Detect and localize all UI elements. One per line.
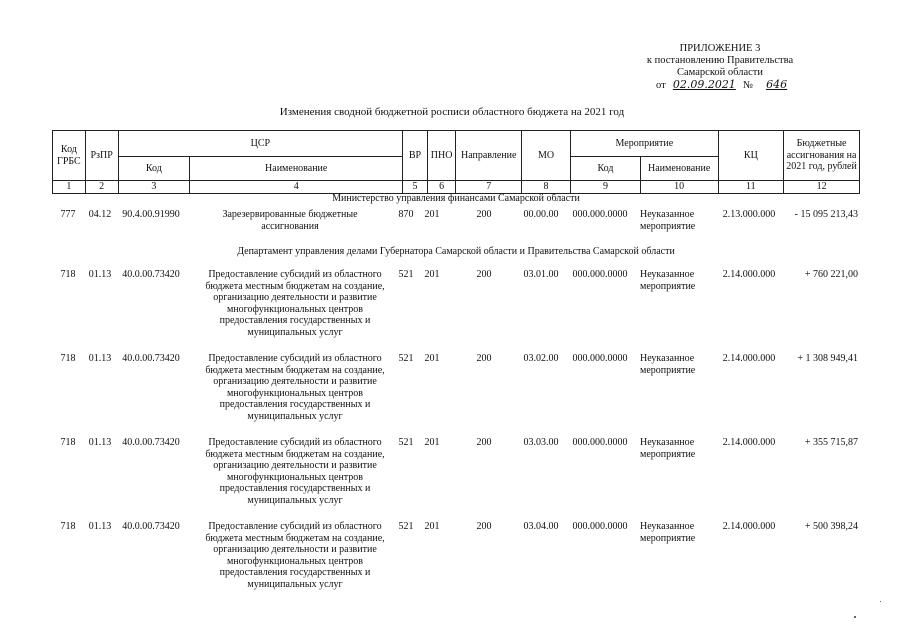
col-number: 9 bbox=[571, 181, 641, 194]
annex-date-line bbox=[656, 79, 820, 92]
section-governor bbox=[52, 246, 860, 258]
cell-kc: 2.13.000.000 bbox=[722, 209, 776, 220]
cell-csr-name: Предоставление субсидий из областного бюджета местным бюджетам на создание, организацию деятельности и развитие многофункциональных центров предоставления государственных и муниципальных услуг bbox=[205, 521, 385, 590]
cell-event-name: Неуказанное мероприятие bbox=[640, 269, 696, 292]
cell-event-name: Неуказанное мероприятие bbox=[640, 437, 696, 460]
table-row bbox=[52, 521, 860, 601]
header-csr: ЦСР bbox=[118, 131, 403, 157]
header-direction: Направление bbox=[456, 131, 522, 181]
header-grbs: Код ГРБС bbox=[53, 131, 86, 181]
cell-rzpr: 01.13 bbox=[88, 353, 112, 364]
date-prefix: от bbox=[656, 80, 666, 91]
cell-pno: 201 bbox=[424, 269, 440, 280]
cell-mo: 03.03.00 bbox=[523, 437, 559, 448]
cell-pno: 201 bbox=[424, 353, 440, 364]
scan-speck bbox=[854, 616, 856, 618]
section-title: Департамент управления делами Губернатора Самарской области и Правительства Самарской области bbox=[237, 246, 675, 257]
cell-pno: 201 bbox=[424, 521, 440, 532]
cell-grbs: 718 bbox=[60, 269, 76, 280]
header-event-name: Наименование bbox=[640, 157, 718, 181]
cell-direction: 200 bbox=[476, 209, 492, 220]
cell-amount: + 760 221,00 bbox=[804, 269, 858, 280]
cell-kc: 2.14.000.000 bbox=[722, 521, 776, 532]
header-event: Мероприятие bbox=[571, 131, 718, 157]
cell-rzpr: 01.13 bbox=[88, 269, 112, 280]
cell-kc: 2.14.000.000 bbox=[722, 437, 776, 448]
annex-line2: Самарской области bbox=[677, 67, 763, 78]
cell-event-code: 000.000.0000 bbox=[572, 521, 628, 532]
annex-title: ПРИЛОЖЕНИЕ 3 bbox=[679, 43, 761, 54]
table-row bbox=[52, 437, 860, 517]
header-csr-code: Код bbox=[118, 157, 190, 181]
cell-direction: 200 bbox=[476, 437, 492, 448]
cell-grbs: 718 bbox=[60, 521, 76, 532]
cell-event-code: 000.000.0000 bbox=[572, 269, 628, 280]
cell-rzpr: 01.13 bbox=[88, 437, 112, 448]
header-pno: ПНО bbox=[427, 131, 456, 181]
cell-amount: + 500 398,24 bbox=[804, 521, 858, 532]
cell-grbs: 777 bbox=[60, 209, 76, 220]
cell-csr-code: 40.0.00.73420 bbox=[122, 437, 180, 448]
handwritten-number: 646 bbox=[766, 78, 788, 91]
document-title: Изменения сводной бюджетной росписи областного бюджета на 2021 год bbox=[279, 106, 625, 118]
cell-direction: 200 bbox=[476, 269, 492, 280]
table-row bbox=[52, 353, 860, 433]
section-finance bbox=[52, 193, 860, 205]
cell-csr-name: Предоставление субсидий из областного бюджета местным бюджетам на создание, организацию деятельности и развитие многофункциональных центров предоставления государственных и муниципальных услуг bbox=[205, 269, 385, 338]
cell-grbs: 718 bbox=[60, 437, 76, 448]
col-number: 6 bbox=[427, 181, 456, 194]
cell-amount: + 1 308 949,41 bbox=[797, 353, 858, 364]
cell-csr-code: 40.0.00.73420 bbox=[122, 269, 180, 280]
cell-direction: 200 bbox=[476, 353, 492, 364]
number-label: № bbox=[742, 80, 753, 91]
cell-amount: - 15 095 213,43 bbox=[794, 209, 858, 220]
cell-event-code: 000.000.0000 bbox=[572, 437, 628, 448]
cell-csr-name: Зарезервированные бюджетные ассигнования bbox=[222, 209, 358, 232]
cell-event-code: 000.000.0000 bbox=[572, 209, 628, 220]
cell-csr-name: Предоставление субсидий из областного бюджета местным бюджетам на создание, организацию деятельности и развитие многофункциональных центров предоставления государственных и муниципальных услуг bbox=[205, 437, 385, 506]
cell-amount: + 355 715,87 bbox=[804, 437, 858, 448]
header-rzpr: РзПР bbox=[85, 131, 118, 181]
cell-pno: 201 bbox=[424, 209, 440, 220]
header-assignments: Бюджетные ассигнования на 2021 год, рублей bbox=[784, 131, 860, 181]
col-number: 11 bbox=[718, 181, 784, 194]
col-number: 1 bbox=[53, 181, 86, 194]
col-number: 2 bbox=[85, 181, 118, 194]
cell-direction: 200 bbox=[476, 521, 492, 532]
cell-rzpr: 04.12 bbox=[88, 209, 112, 220]
header-vr: ВР bbox=[403, 131, 428, 181]
handwritten-date: 02.09.2021 bbox=[672, 78, 736, 91]
cell-event-name: Неуказанное мероприятие bbox=[640, 353, 696, 376]
budget-table-header bbox=[52, 130, 860, 194]
header-kc: КЦ bbox=[718, 131, 784, 181]
cell-event-name: Неуказанное мероприятие bbox=[640, 209, 696, 232]
cell-mo: 03.01.00 bbox=[523, 269, 559, 280]
cell-grbs: 718 bbox=[60, 353, 76, 364]
table-row bbox=[52, 269, 860, 349]
col-number: 7 bbox=[456, 181, 522, 194]
cell-event-code: 000.000.0000 bbox=[572, 353, 628, 364]
col-number: 10 bbox=[640, 181, 718, 194]
cell-csr-name: Предоставление субсидий из областного бюджета местным бюджетам на создание, организацию деятельности и развитие многофункциональных центров предоставления государственных и муниципальных услуг bbox=[205, 353, 385, 422]
annex-block bbox=[620, 43, 820, 92]
cell-mo: 03.04.00 bbox=[523, 521, 559, 532]
header-csr-name: Наименование bbox=[190, 157, 403, 181]
annex-line1: к постановлению Правительства bbox=[646, 55, 794, 66]
cell-vr: 521 bbox=[398, 353, 414, 364]
col-number: 5 bbox=[403, 181, 428, 194]
cell-kc: 2.14.000.000 bbox=[722, 269, 776, 280]
cell-vr: 521 bbox=[398, 269, 414, 280]
cell-csr-code: 40.0.00.73420 bbox=[122, 353, 180, 364]
cell-vr: 521 bbox=[398, 521, 414, 532]
cell-mo: 00.00.00 bbox=[523, 209, 559, 220]
col-number: 12 bbox=[784, 181, 860, 194]
cell-vr: 521 bbox=[398, 437, 414, 448]
column-numbers-row bbox=[53, 181, 860, 194]
header-mo: МО bbox=[521, 131, 570, 181]
cell-event-name: Неуказанное мероприятие bbox=[640, 521, 696, 544]
cell-mo: 03.02.00 bbox=[523, 353, 559, 364]
cell-csr-code: 90.4.00.91990 bbox=[122, 209, 180, 220]
cell-pno: 201 bbox=[424, 437, 440, 448]
header-event-code: Код bbox=[571, 157, 641, 181]
cell-rzpr: 01.13 bbox=[88, 521, 112, 532]
col-number: 3 bbox=[118, 181, 190, 194]
col-number: 8 bbox=[521, 181, 570, 194]
cell-kc: 2.14.000.000 bbox=[722, 353, 776, 364]
section-title: Министерство управления финансами Самарской области bbox=[332, 193, 580, 204]
col-number: 4 bbox=[190, 181, 403, 194]
scan-speck bbox=[880, 601, 881, 602]
cell-vr: 870 bbox=[398, 209, 414, 220]
cell-csr-code: 40.0.00.73420 bbox=[122, 521, 180, 532]
